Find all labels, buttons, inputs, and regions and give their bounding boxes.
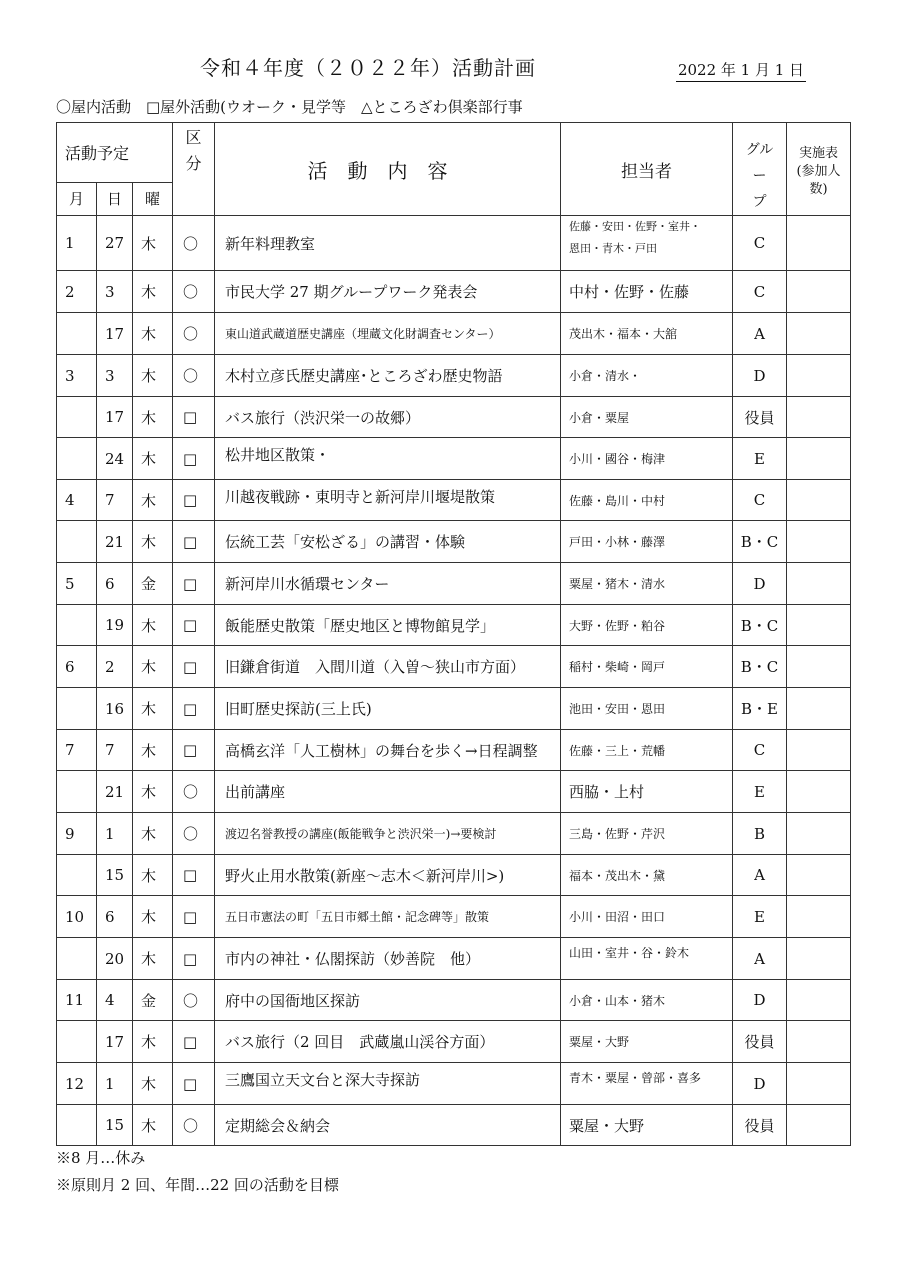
- cell-month: [57, 938, 97, 980]
- cell-month: 11: [57, 980, 97, 1021]
- header-group-3: プ: [752, 194, 767, 210]
- cell-person-line-2: 恩田・青木・戸田: [569, 242, 657, 255]
- cell-content: バス旅行（渋沢栄一の故郷）: [215, 397, 561, 438]
- cell-weekday: 木: [133, 397, 173, 438]
- cell-jisshi: [787, 355, 851, 397]
- cell-day: 2: [97, 646, 133, 688]
- cell-day: 6: [97, 563, 133, 605]
- cell-kubun: 〇: [173, 216, 215, 271]
- document-date: 2022 年 1 月 1 日: [676, 59, 806, 82]
- cell-jisshi: [787, 688, 851, 730]
- cell-jisshi: [787, 521, 851, 563]
- cell-group: B・C: [733, 605, 787, 646]
- cell-kubun: 〇: [173, 813, 215, 855]
- cell-group: 役員: [733, 397, 787, 438]
- table-row: [57, 646, 851, 688]
- cell-content: 高橋玄洋「人工樹林」の舞台を歩く→日程調整: [215, 730, 561, 771]
- table-row: [57, 563, 851, 605]
- cell-day: 6: [97, 896, 133, 938]
- cell-kubun: □: [173, 646, 215, 688]
- cell-jisshi: [787, 271, 851, 313]
- cell-jisshi: [787, 313, 851, 355]
- cell-weekday: 木: [133, 605, 173, 646]
- header-kubun-2: 分: [185, 154, 202, 173]
- header-person: 担当者: [561, 123, 733, 216]
- header-day: 日: [97, 182, 133, 215]
- cell-person: 大野・佐野・粕谷: [561, 605, 733, 646]
- cell-jisshi: [787, 216, 851, 271]
- cell-person: 中村・佐野・佐藤: [561, 271, 733, 313]
- cell-day: 15: [97, 855, 133, 896]
- cell-month: [57, 397, 97, 438]
- cell-weekday: 金: [133, 980, 173, 1021]
- cell-content: 府中の国衙地区探訪: [215, 980, 561, 1021]
- cell-person: 小倉・清水・: [561, 355, 733, 397]
- cell-kubun: □: [173, 397, 215, 438]
- cell-month: [57, 521, 97, 563]
- table-row: [57, 397, 851, 438]
- cell-kubun: □: [173, 438, 215, 480]
- cell-kubun: □: [173, 1063, 215, 1105]
- cell-day: 3: [97, 271, 133, 313]
- cell-jisshi: [787, 730, 851, 771]
- cell-kubun: □: [173, 480, 215, 521]
- cell-content: 定期総会＆納会: [215, 1105, 561, 1146]
- cell-person: 小川・田沼・田口: [561, 896, 733, 938]
- cell-day: 15: [97, 1105, 133, 1146]
- cell-content: 旧町歴史探訪(三上氏): [215, 688, 561, 730]
- cell-person: 三島・佐野・芹沢: [561, 813, 733, 855]
- table-row: [57, 688, 851, 730]
- cell-group: D: [733, 355, 787, 397]
- cell-content: 出前講座: [215, 771, 561, 813]
- cell-jisshi: [787, 980, 851, 1021]
- cell-day: 3: [97, 355, 133, 397]
- table-row: [57, 438, 851, 480]
- table-row: [57, 1063, 851, 1105]
- table-row: [57, 355, 851, 397]
- cell-month: [57, 855, 97, 896]
- cell-kubun: 〇: [173, 771, 215, 813]
- cell-group: 役員: [733, 1021, 787, 1063]
- cell-person: 山田・室井・谷・鈴木: [561, 938, 733, 980]
- table-row: [57, 771, 851, 813]
- footnote-goal: ※原則月 2 回、年間…22 回の活動を目標: [56, 1176, 339, 1194]
- table-row: [57, 521, 851, 563]
- cell-kubun: 〇: [173, 1105, 215, 1146]
- header-row-1: [57, 123, 851, 183]
- cell-jisshi: [787, 938, 851, 980]
- cell-kubun: □: [173, 563, 215, 605]
- table-row: [57, 813, 851, 855]
- cell-day: 19: [97, 605, 133, 646]
- cell-jisshi: [787, 646, 851, 688]
- table-row: [57, 896, 851, 938]
- cell-weekday: 木: [133, 355, 173, 397]
- cell-day: 24: [97, 438, 133, 480]
- cell-jisshi: [787, 771, 851, 813]
- header-jisshi: [787, 123, 851, 216]
- cell-weekday: 木: [133, 813, 173, 855]
- cell-kubun: □: [173, 730, 215, 771]
- cell-content: 飯能歴史散策「歴史地区と博物館見学」: [215, 605, 561, 646]
- cell-content: 三鷹国立天文台と深大寺探訪: [215, 1063, 561, 1105]
- legend: 〇屋内活動 □屋外活動(ウオーク・見学等 △ところざわ倶楽部行事: [56, 98, 523, 116]
- cell-weekday: 木: [133, 896, 173, 938]
- cell-jisshi: [787, 855, 851, 896]
- cell-jisshi: [787, 605, 851, 646]
- cell-content: 松井地区散策・: [215, 438, 561, 480]
- cell-weekday: 木: [133, 271, 173, 313]
- cell-weekday: 木: [133, 216, 173, 271]
- cell-jisshi: [787, 1105, 851, 1146]
- cell-weekday: 木: [133, 938, 173, 980]
- header-content: 活動内容: [215, 123, 561, 216]
- cell-group: D: [733, 980, 787, 1021]
- cell-weekday: 木: [133, 480, 173, 521]
- cell-month: [57, 688, 97, 730]
- cell-month: 7: [57, 730, 97, 771]
- table-row: [57, 855, 851, 896]
- header-jisshi-3: 数): [809, 182, 828, 197]
- cell-content: 旧鎌倉街道 入間川道（入曽～狭山市方面）: [215, 646, 561, 688]
- cell-kubun: 〇: [173, 271, 215, 313]
- cell-month: [57, 771, 97, 813]
- cell-jisshi: [787, 397, 851, 438]
- cell-month: 12: [57, 1063, 97, 1105]
- cell-weekday: 木: [133, 855, 173, 896]
- cell-jisshi: [787, 1021, 851, 1063]
- cell-content: 木村立彦氏歴史講座･ところざわ歴史物語: [215, 355, 561, 397]
- cell-weekday: 木: [133, 1105, 173, 1146]
- cell-jisshi: [787, 563, 851, 605]
- cell-content: 市内の神社・仏閣探訪（妙善院 他）: [215, 938, 561, 980]
- cell-weekday: 木: [133, 521, 173, 563]
- cell-person: 茂出木・福本・大舘: [561, 313, 733, 355]
- table-row: [57, 605, 851, 646]
- cell-weekday: 金: [133, 563, 173, 605]
- cell-content: 川越夜戦跡・東明寺と新河岸川堰堤散策: [215, 480, 561, 521]
- cell-person: 戸田・小林・藤澤: [561, 521, 733, 563]
- cell-kubun: □: [173, 855, 215, 896]
- cell-month: 1: [57, 216, 97, 271]
- cell-month: 9: [57, 813, 97, 855]
- cell-weekday: 木: [133, 438, 173, 480]
- cell-person: 粟屋・猪木・清水: [561, 563, 733, 605]
- cell-group: C: [733, 480, 787, 521]
- cell-kubun: 〇: [173, 355, 215, 397]
- cell-group: A: [733, 855, 787, 896]
- cell-group: E: [733, 438, 787, 480]
- page-title: 令和４年度（２０２２年）活動計画: [200, 56, 536, 80]
- cell-person: 小倉・粟屋: [561, 397, 733, 438]
- header-month: 月: [57, 182, 97, 215]
- cell-month: 3: [57, 355, 97, 397]
- cell-group: E: [733, 771, 787, 813]
- cell-kubun: □: [173, 938, 215, 980]
- cell-weekday: 木: [133, 730, 173, 771]
- table-row: [57, 271, 851, 313]
- cell-person: 佐藤・三上・荒幡: [561, 730, 733, 771]
- cell-day: 7: [97, 730, 133, 771]
- header-group: [733, 123, 787, 216]
- cell-day: 21: [97, 771, 133, 813]
- cell-group: B・C: [733, 521, 787, 563]
- header-dow: 曜: [133, 182, 173, 215]
- table-row: [57, 1021, 851, 1063]
- cell-content: 渡辺名誉教授の講座(飯能戦争と渋沢栄一)→要検討: [215, 813, 561, 855]
- cell-kubun: □: [173, 688, 215, 730]
- cell-weekday: 木: [133, 1063, 173, 1105]
- cell-content: 五日市憲法の町「五日市郷土館・記念碑等」散策: [215, 896, 561, 938]
- table-row: [57, 1105, 851, 1146]
- cell-day: 4: [97, 980, 133, 1021]
- header-jisshi-1: 実施表: [798, 146, 838, 161]
- cell-kubun: □: [173, 521, 215, 563]
- cell-weekday: 木: [133, 646, 173, 688]
- table-row: [57, 480, 851, 521]
- cell-content: 新年料理教室: [215, 216, 561, 271]
- cell-jisshi: [787, 896, 851, 938]
- cell-day: 27: [97, 216, 133, 271]
- cell-group: A: [733, 938, 787, 980]
- cell-month: 2: [57, 271, 97, 313]
- cell-content: 新河岸川水循環センター: [215, 563, 561, 605]
- cell-month: [57, 313, 97, 355]
- cell-group: D: [733, 1063, 787, 1105]
- cell-weekday: 木: [133, 688, 173, 730]
- cell-content: バス旅行（2 回目 武蔵嵐山渓谷方面）: [215, 1021, 561, 1063]
- cell-weekday: 木: [133, 1021, 173, 1063]
- cell-person: 稲村・柴崎・岡戸: [561, 646, 733, 688]
- activity-plan-table: [56, 122, 851, 1146]
- cell-kubun: □: [173, 605, 215, 646]
- header-plan: 活動予定: [57, 123, 173, 183]
- cell-group: E: [733, 896, 787, 938]
- table-row: [57, 730, 851, 771]
- cell-kubun: □: [173, 1021, 215, 1063]
- cell-person: 佐藤・島川・中村: [561, 480, 733, 521]
- cell-person: 青木・粟屋・曾部・喜多: [561, 1063, 733, 1105]
- cell-day: 20: [97, 938, 133, 980]
- cell-group: B・C: [733, 646, 787, 688]
- cell-kubun: 〇: [173, 313, 215, 355]
- cell-group: A: [733, 313, 787, 355]
- cell-person: 西脇・上村: [561, 771, 733, 813]
- cell-person: [561, 216, 733, 271]
- table-row: [57, 216, 851, 271]
- cell-month: [57, 605, 97, 646]
- table-row: [57, 313, 851, 355]
- table-row: [57, 938, 851, 980]
- cell-month: [57, 1021, 97, 1063]
- cell-month: 5: [57, 563, 97, 605]
- cell-day: 1: [97, 813, 133, 855]
- header-kubun-1: 区: [185, 128, 202, 147]
- cell-person: 粟屋・大野: [561, 1021, 733, 1063]
- cell-group: C: [733, 271, 787, 313]
- cell-day: 17: [97, 397, 133, 438]
- cell-group: C: [733, 216, 787, 271]
- cell-day: 17: [97, 1021, 133, 1063]
- cell-jisshi: [787, 480, 851, 521]
- header-jisshi-2: (参加人: [796, 164, 841, 179]
- cell-kubun: 〇: [173, 980, 215, 1021]
- cell-month: 10: [57, 896, 97, 938]
- cell-weekday: 木: [133, 313, 173, 355]
- cell-day: 16: [97, 688, 133, 730]
- cell-day: 17: [97, 313, 133, 355]
- cell-jisshi: [787, 1063, 851, 1105]
- cell-group: D: [733, 563, 787, 605]
- cell-jisshi: [787, 813, 851, 855]
- footnote-august: ※8 月…休み: [56, 1149, 146, 1167]
- cell-person: 小倉・山本・猪木: [561, 980, 733, 1021]
- cell-kubun: □: [173, 896, 215, 938]
- cell-person-line-1: 佐藤・安田・佐野・室井・: [569, 220, 701, 233]
- cell-content: 東山道武蔵道歴史講座（埋蔵文化財調査センター）: [215, 313, 561, 355]
- cell-group: B: [733, 813, 787, 855]
- cell-weekday: 木: [133, 771, 173, 813]
- cell-month: 6: [57, 646, 97, 688]
- cell-month: 4: [57, 480, 97, 521]
- cell-person: 池田・安田・恩田: [561, 688, 733, 730]
- cell-group: 役員: [733, 1105, 787, 1146]
- cell-person: 粟屋・大野: [561, 1105, 733, 1146]
- cell-group: B・E: [733, 688, 787, 730]
- cell-content: 野火止用水散策(新座～志木＜新河岸川>): [215, 855, 561, 896]
- cell-day: 21: [97, 521, 133, 563]
- table-row: [57, 980, 851, 1021]
- header-group-1: グル: [745, 142, 774, 158]
- cell-jisshi: [787, 438, 851, 480]
- header-group-2: ー: [752, 168, 767, 184]
- cell-content: 伝統工芸「安松ざる」の講習・体験: [215, 521, 561, 563]
- cell-day: 1: [97, 1063, 133, 1105]
- header-kubun: [173, 123, 215, 216]
- cell-month: [57, 1105, 97, 1146]
- cell-group: C: [733, 730, 787, 771]
- cell-person: 福本・茂出木・黛: [561, 855, 733, 896]
- cell-content: 市民大学 27 期グループワーク発表会: [215, 271, 561, 313]
- cell-person: 小川・國谷・梅津: [561, 438, 733, 480]
- cell-month: [57, 438, 97, 480]
- cell-day: 7: [97, 480, 133, 521]
